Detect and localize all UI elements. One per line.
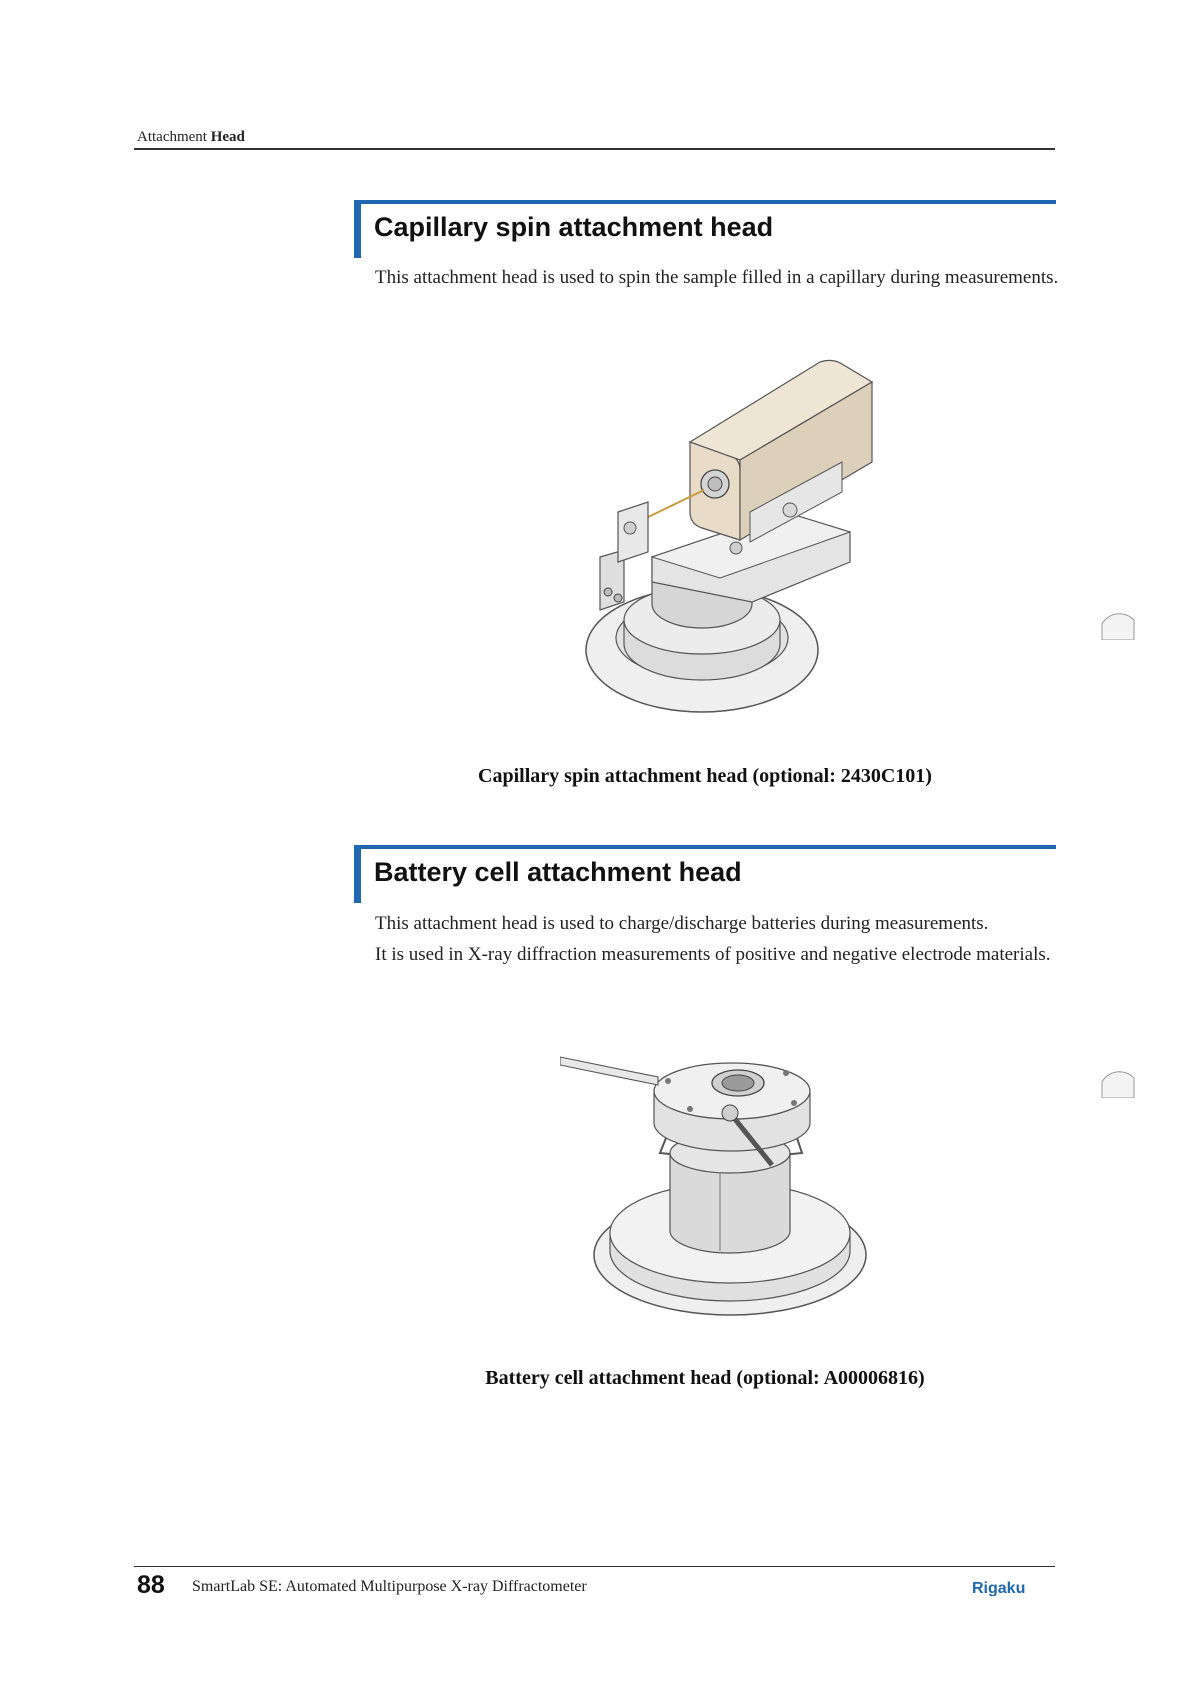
- cell-screw-2: [783, 1070, 789, 1076]
- heading-left-bar: [354, 845, 361, 903]
- punch-hole-icon: [1098, 600, 1138, 640]
- housing-screw: [783, 503, 797, 517]
- section-body-line: It is used in X-ray diffraction measurements of positive and negative electrode materials.: [375, 944, 1051, 965]
- clamp-knob: [722, 1105, 738, 1121]
- capillary-spin-head-illustration: [580, 352, 920, 722]
- battery-cell-head-illustration: [560, 1033, 880, 1333]
- cell-screw-3: [687, 1106, 693, 1112]
- section-title: Battery cell attachment head: [374, 857, 742, 887]
- cell-screw-1: [665, 1078, 671, 1084]
- window-inner: [722, 1075, 754, 1091]
- holder-screw-2: [614, 594, 622, 602]
- section-body-line: This attachment head is used to charge/discharge batteries during measurements.: [375, 913, 989, 934]
- running-header: [137, 129, 245, 146]
- heading-top-bar: [354, 845, 1056, 849]
- punch-hole-icon: [1098, 1058, 1138, 1098]
- book-title: SmartLab SE: Automated Multipurpose X-ray Diffractometer: [192, 1578, 587, 1595]
- heading-top-bar: [354, 200, 1056, 204]
- arm-screw: [730, 542, 742, 554]
- cell-screw-4: [791, 1100, 797, 1106]
- holder-screw-1: [604, 588, 612, 596]
- running-header-bold: Head: [210, 129, 245, 145]
- figure-caption-battery: Battery cell attachment head (optional: A00006816): [485, 1367, 925, 1389]
- section-body-battery: [375, 908, 1065, 970]
- section-body-capillary: This attachment head is used to spin the sample filled in a capillary during measurements.: [375, 267, 1059, 288]
- running-header-prefix: Attachment: [137, 129, 207, 145]
- section-heading-capillary: [354, 200, 1056, 258]
- section-title: Capillary spin attachment head: [374, 212, 774, 242]
- figure-caption-capillary: Capillary spin attachment head (optional: 2430C101): [478, 765, 932, 787]
- rigaku-logo: [972, 1578, 1052, 1596]
- electrode-tab: [560, 1057, 658, 1085]
- holder-pin: [624, 522, 636, 534]
- header-rule: [134, 148, 1055, 150]
- footer-rule: [134, 1566, 1055, 1567]
- section-heading-battery: [354, 845, 1056, 903]
- heading-left-bar: [354, 200, 361, 258]
- svg-text:Rigaku: Rigaku: [972, 1580, 1026, 1596]
- page-number: 88: [137, 1571, 165, 1599]
- spindle-inner: [708, 477, 722, 491]
